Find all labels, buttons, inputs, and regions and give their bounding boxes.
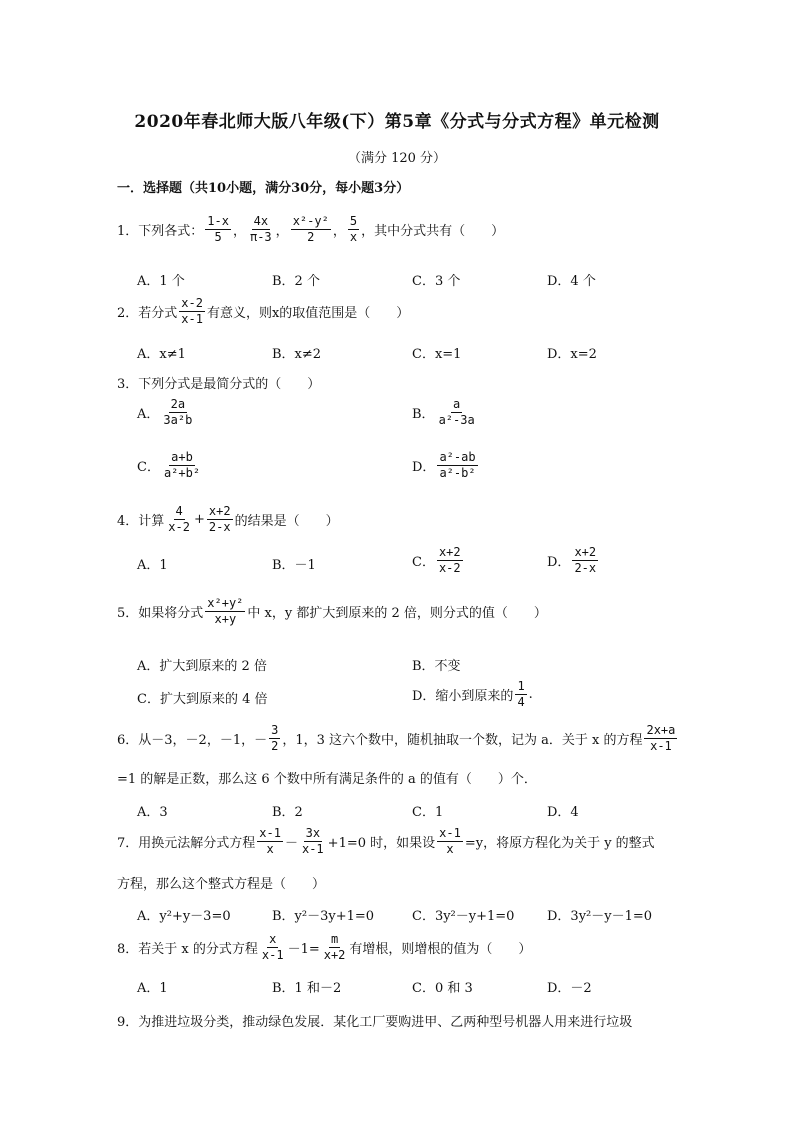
option-d[interactable]: D．－2 (547, 981, 592, 996)
option-d[interactable]: D．3y²－y－1=0 (547, 909, 653, 924)
option-a[interactable]: A． $\frac{2a}{\text{3a²b}}$ (137, 397, 193, 428)
option-b[interactable]: B．x≠2 (272, 347, 322, 362)
option-a[interactable]: A．1 个 (137, 274, 185, 289)
question-text: 4．计算 (117, 514, 165, 530)
fraction: $\frac{x+2}{x-2}$ (438, 545, 461, 576)
question-text: 有增根，则增根的值为（ ） (349, 942, 532, 958)
option-c[interactable]: C． $\frac{x+2}{x-2}$ (412, 545, 461, 576)
option-d[interactable]: D． $\frac{\text{a²-ab}}{\text{a²-b²}}$ (412, 450, 476, 481)
question-text: 有意义，则x的取值范围是（ ） (206, 306, 410, 322)
fraction: $\frac{\text{x²+y²}}{x+y}$ (207, 596, 244, 627)
fraction: $\frac{4x}{\pi-3}$ (249, 214, 272, 245)
option-d[interactable]: D．4 (547, 805, 579, 820)
question-text: +1=0 时，如果设 (327, 836, 436, 852)
fraction: $\frac{1}{4}$ (517, 679, 525, 710)
page-subtitle: （满分 120 分） (347, 151, 447, 166)
fraction: $\frac{x+2}{2-x}$ (208, 504, 231, 535)
option-c[interactable]: C．扩大到原来的 4 倍 (137, 692, 268, 707)
question-2 (117, 297, 409, 326)
option-c[interactable]: C．1 (412, 805, 444, 820)
fraction: $\frac{a}{\text{a²-3a}}$ (438, 397, 475, 428)
option-b[interactable]: B．2 (272, 805, 303, 820)
fraction: $\frac{1-x}{5}$ (207, 214, 229, 245)
page-title: 2020年春北师大版八年级(下）第5章《分式与分式方程》单元检测 (134, 112, 660, 132)
option-a[interactable]: A．y²+y－3=0 (137, 909, 231, 924)
option-b[interactable]: B．y²－3y+1=0 (272, 909, 375, 924)
question-4: 4．计算 $\frac{4}{x-2}$ + $\frac{x+2}{2-x}$ 的结果是（ ） (117, 504, 339, 535)
option-c[interactable]: C．x=1 (412, 347, 462, 362)
question-1: 1．下列各式： $\frac{1-x}{5}$ ， $\frac{4x}{\pi-3}$ ， $\frac{\text{x²-y²}}{2}$ ， $\frac{5}{x}$ ，其中分式共有（ ） (117, 214, 505, 245)
question-text: 6．从－3，－2，－1，－ (117, 733, 268, 749)
option-b[interactable]: B．2 个 (272, 274, 320, 289)
question-text: 7．用换元法解分式方程 (117, 836, 256, 852)
option-d[interactable]: D．x=2 (547, 347, 597, 362)
question-text: 2．若分式 (117, 306, 178, 322)
fraction: $\frac{3x}{x-1}$ (301, 826, 324, 857)
option-d[interactable]: D．4 个 (547, 274, 596, 289)
question-text: 8．若关于 x 的分式方程 (117, 942, 258, 958)
fraction: $\frac{5}{x}$ (349, 214, 358, 245)
question-9: 9．为推进垃圾分类，推动绿色发展．某化工厂要购进甲、乙两种型号机器人用来进行垃圾 (117, 1015, 633, 1030)
option-a[interactable]: A．1 (137, 981, 168, 996)
fraction: $\frac{2a}{\text{3a²b}}$ (163, 397, 193, 428)
question-3: 3．下列分式是最简分式的（ ） (117, 377, 321, 392)
question-7: 7．用换元法解分式方程 $\frac{x-1}{x}$ － $\frac{3x}{x-1}$ +1=0 时，如果设 $\frac{x-1}{x}$ =y，将原方程化为关于 y 的整式 (117, 826, 655, 857)
fraction: $\frac{\text{x²-y²}}{2}$ (292, 214, 329, 245)
fraction: $\frac{x-2}{x-1}$ (181, 296, 203, 327)
fraction: $\frac{x-1}{x}$ (439, 826, 461, 857)
option-b[interactable]: B．1 和－2 (272, 981, 342, 996)
question-text: 1．下列各式： (117, 224, 204, 240)
option-a[interactable]: A．3 (137, 805, 168, 820)
fraction: $\frac{x+2}{2-x}$ (574, 545, 597, 576)
question-6 (117, 724, 679, 753)
question-7-line2: 方程，那么这个整式方程是（ ） (117, 877, 326, 892)
question-text: 的结果是（ ） (234, 514, 339, 530)
fraction: $\frac{\text{a²-ab}}{\text{a²-b²}}$ (439, 450, 476, 481)
fraction: $\frac{4}{x-2}$ (168, 504, 190, 535)
fraction: $\frac{3}{2}$ (271, 723, 279, 754)
fraction: $\frac{2x+a}{x-1}$ (646, 723, 676, 754)
question-5 (117, 597, 547, 626)
option-c[interactable]: C．0 和 3 (412, 981, 473, 996)
option-b[interactable]: B． $\frac{a}{\text{a²-3a}}$ (412, 397, 475, 428)
fraction: $\frac{x-1}{x}$ (259, 826, 281, 857)
question-8: 8．若关于 x 的分式方程 $\frac{x}{x-1}$ －1= $\frac{m}{x+2}$ 有增根，则增根的值为（ ） (117, 932, 532, 963)
option-a[interactable]: A．1 (137, 558, 168, 573)
question-text: ，其中分式共有（ ） (361, 224, 505, 240)
option-b[interactable]: B．－1 (272, 558, 316, 573)
question-text: ，1，3 这六个数中，随机抽取一个数，记为 a．关于 x 的方程 (282, 733, 643, 749)
option-c[interactable]: C． $\frac{a+b}{\text{a²+b²}}$ (137, 450, 201, 481)
question-text: 中 x，y 都扩大到原来的 2 倍，则分式的值（ ） (247, 606, 547, 622)
option-b[interactable]: B．不变 (412, 659, 461, 674)
option-c[interactable]: C．3 个 (412, 274, 461, 289)
option-c[interactable]: C．3y²－y+1=0 (412, 909, 515, 924)
question-text: =y，将原方程化为关于 y 的整式 (464, 836, 655, 852)
option-a[interactable]: A．x≠1 (137, 347, 186, 362)
question-text: 5．如果将分式 (117, 606, 204, 622)
question-6-line2: =1 的解是正数，那么这 6 个数中所有满足条件的 a 的值有（ ）个． (117, 772, 537, 787)
option-d[interactable]: D． $\frac{x+2}{2-x}$ (547, 545, 597, 576)
option-d[interactable]: D．缩小到原来的 $\frac{1}{4}$ . (412, 679, 533, 710)
section-heading: 一．选择题（共10小题，满分30分，每小题3分） (117, 181, 410, 196)
option-a[interactable]: A．扩大到原来的 2 倍 (137, 659, 267, 674)
fraction: $\frac{x}{x-1}$ (261, 932, 284, 963)
fraction: $\frac{a+b}{\text{a²+b²}}$ (163, 450, 201, 481)
fraction: $\frac{m}{x+2}$ (323, 932, 346, 963)
